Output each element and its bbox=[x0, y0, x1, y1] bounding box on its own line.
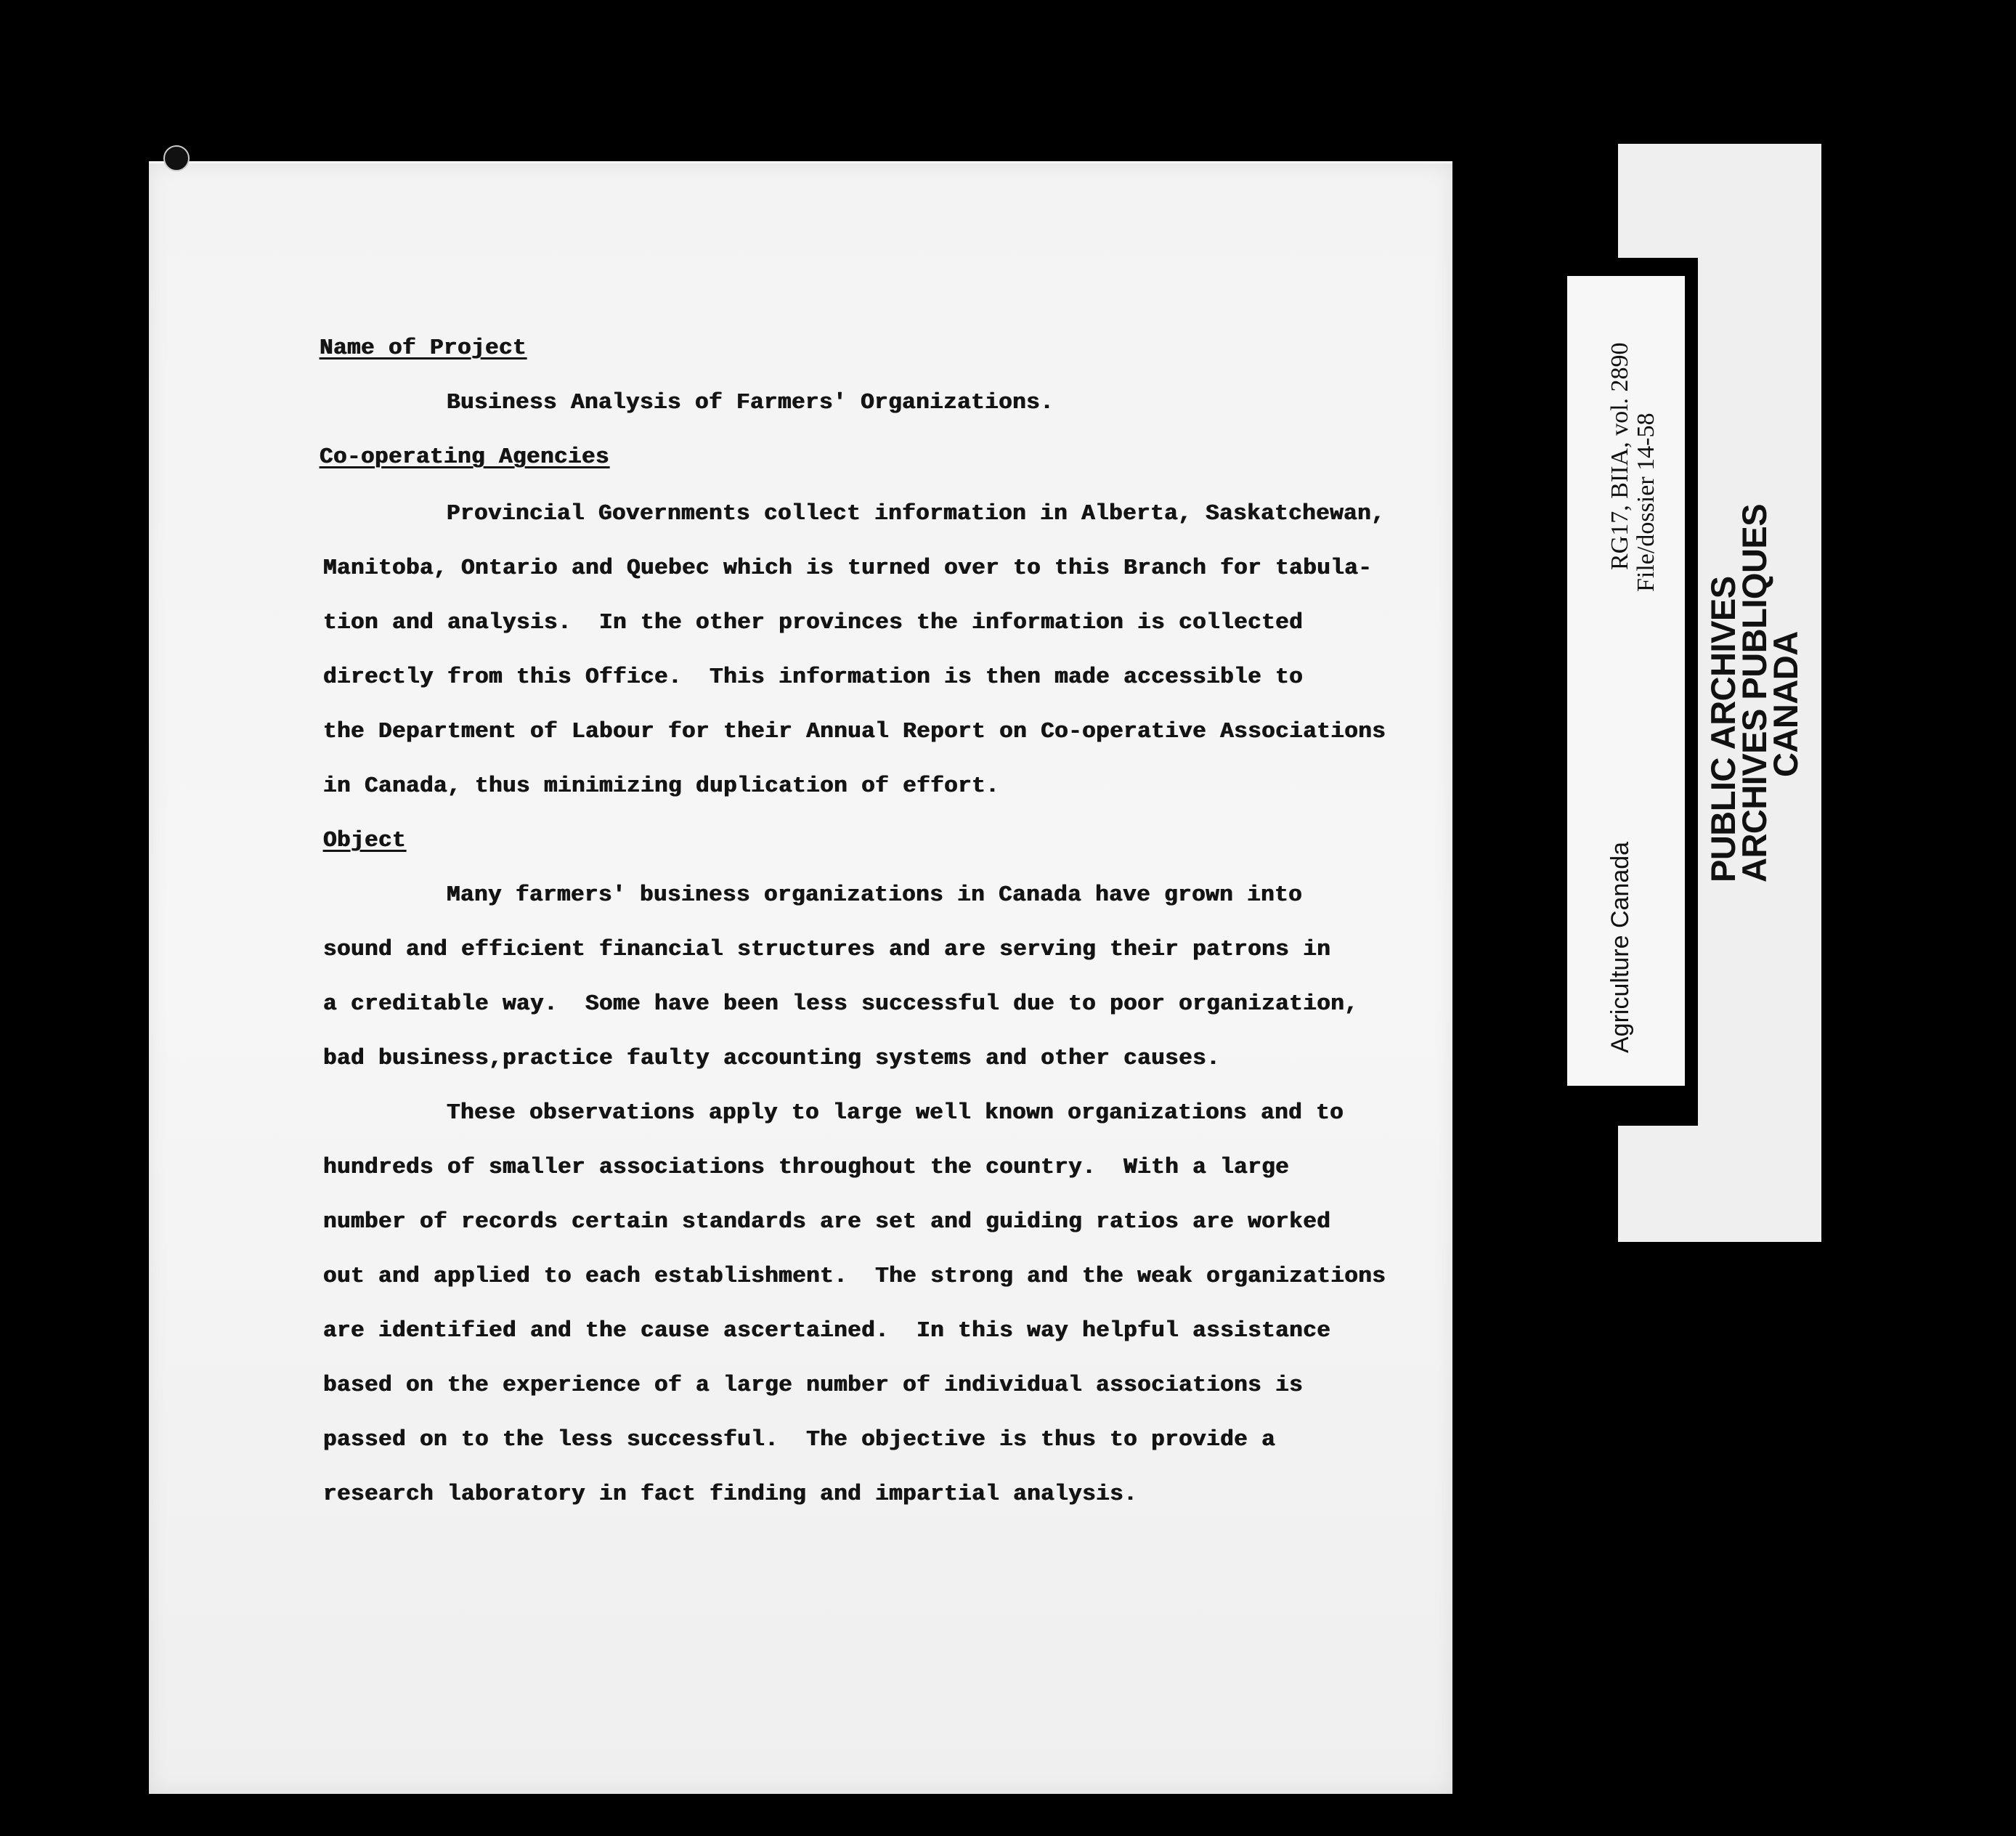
heading-co-operating-agencies: Co-operating Agencies bbox=[320, 444, 610, 470]
agencies-line: Provincial Governments collect information in Alberta, Saskatchewan, bbox=[447, 501, 1386, 527]
archive-reference-line2: File/dossier 14-58 bbox=[1633, 413, 1659, 592]
archives-stamp-line1: PUBLIC ARCHIVES bbox=[1704, 576, 1742, 882]
agencies-line: tion and analysis. In the other provinces the information is collected bbox=[323, 610, 1304, 635]
department-label: Agriculture Canada bbox=[1606, 841, 1634, 1053]
punch-hole bbox=[163, 145, 190, 171]
object-paragraph2-line: These observations apply to large well known organizations and to bbox=[447, 1100, 1344, 1126]
agencies-line: directly from this Office. This information is then made accessible to bbox=[323, 665, 1304, 690]
project-name-text: Business Analysis of Farmers' Organizations. bbox=[447, 390, 1054, 415]
agencies-line: the Department of Labour for their Annual Report on Co-operative Associations bbox=[323, 719, 1386, 744]
object-paragraph1-line: bad business,practice faulty accounting systems and other causes. bbox=[323, 1046, 1221, 1071]
object-paragraph2-line: passed on to the less successful. The objective is thus to provide a bbox=[323, 1427, 1276, 1453]
agencies-line: in Canada, thus minimizing duplication of effort. bbox=[323, 773, 1000, 799]
object-paragraph2-line: based on the experience of a large number of individual associations is bbox=[323, 1373, 1304, 1398]
object-paragraph1-line: Many farmers' business organizations in Canada have grown into bbox=[447, 882, 1303, 908]
object-paragraph2-line: out and applied to each establishment. The strong and the weak organizations bbox=[323, 1264, 1386, 1289]
object-paragraph2-line: research laboratory in fact finding and impartial analysis. bbox=[323, 1482, 1138, 1507]
object-paragraph1-line: sound and efficient financial structures and are serving their patrons in bbox=[323, 937, 1331, 962]
object-paragraph2-line: are identified and the cause ascertained. In this way helpful assistance bbox=[323, 1318, 1331, 1344]
archives-stamp-line3: CANADA bbox=[1766, 631, 1805, 777]
agencies-line: Manitoba, Ontario and Quebec which is turned over to this Branch for tabula- bbox=[323, 556, 1373, 581]
archive-reference-line1: RG17, BIIA, vol. 2890 bbox=[1606, 342, 1633, 570]
heading-object: Object bbox=[323, 828, 407, 853]
archives-stamp-line2: ARCHIVES PUBLIQUES bbox=[1735, 503, 1773, 882]
object-paragraph2-line: hundreds of smaller associations throughout the country. With a large bbox=[323, 1155, 1290, 1180]
heading-name-of-project: Name of Project bbox=[320, 336, 527, 361]
object-paragraph1-line: a creditable way. Some have been less successful due to poor organization, bbox=[323, 991, 1359, 1017]
object-paragraph2-line: number of records certain standards are set and guiding ratios are worked bbox=[323, 1209, 1331, 1235]
